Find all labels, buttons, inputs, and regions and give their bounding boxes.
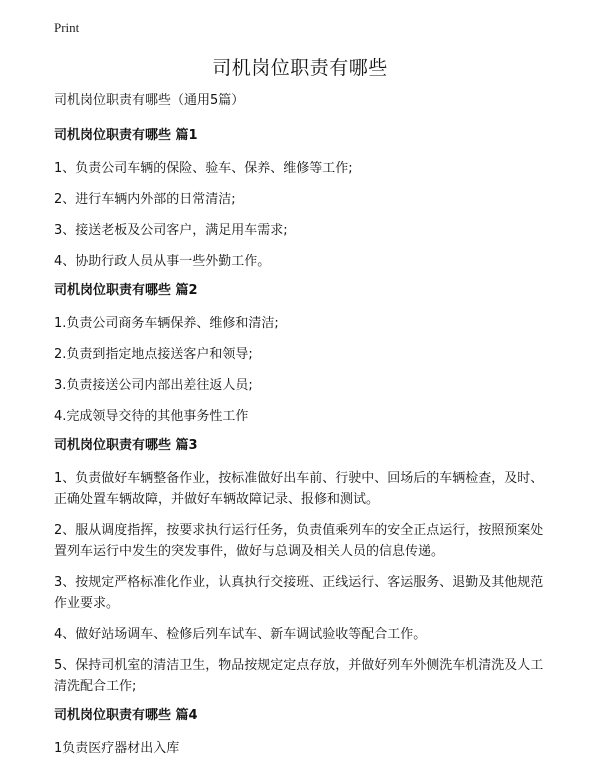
print-link[interactable]: Print: [54, 20, 80, 35]
section-heading: 司机岗位职责有哪些 篇4: [54, 708, 198, 723]
list-item: 3、按规定严格标准化作业，认真执行交接班、正线运行、客运服务、退勤及其他规范作业要求。: [54, 575, 544, 611]
list-item: 1负责医疗器材出入库: [54, 741, 180, 756]
intro-paragraph: 司机岗位职责有哪些（通用5篇）: [54, 93, 245, 108]
list-item: 5、保持司机室的清洁卫生，物品按规定定点存放，并做好列车外侧洗车机清洗及人工清洗配合工作;: [54, 658, 544, 694]
list-item: 4.完成领导交待的其他事务性工作: [54, 409, 249, 424]
list-item: 3.负责接送公司内部出差往返人员;: [54, 378, 253, 393]
section-heading: 司机岗位职责有哪些 篇2: [54, 283, 198, 298]
list-item: 4、做好站场调车、检修后列车试车、新车调试验收等配合工作。: [54, 627, 427, 642]
section-4: [54, 707, 554, 759]
list-item: 2.负责到指定地点接送客户和领导;: [54, 347, 253, 362]
list-item: 1、负责做好车辆整备作业，按标准做好出车前、行驶中、回场后的车辆检查，及时、正确处置车辆故障，并做好车辆故障记录、报修和测试。: [54, 471, 544, 507]
list-item: 1、负责公司车辆的保险、验车、保养、维修等工作;: [54, 161, 353, 176]
list-item: 1.负责公司商务车辆保养、维修和清洁;: [54, 316, 279, 331]
page-title: 司机岗位职责有哪些: [212, 57, 388, 79]
list-item: 2、进行车辆内外部的日常清洁;: [54, 192, 236, 207]
list-item: 4、协助行政人员从事一些外勤工作。: [54, 254, 271, 269]
document-body: [54, 92, 554, 769]
sections-container: [54, 127, 554, 759]
section-heading: 司机岗位职责有哪些 篇1: [54, 128, 198, 143]
section-2: [54, 282, 554, 427]
list-item: 3、接送老板及公司客户，满足用车需求;: [54, 223, 288, 238]
section-3: [54, 437, 554, 697]
section-heading: 司机岗位职责有哪些 篇3: [54, 438, 198, 453]
list-item: 2、服从调度指挥，按要求执行运行任务，负责值乘列车的安全正点运行，按照预案处置列车运行中发生的突发事件，做好与总调及相关人员的信息传递。: [54, 523, 544, 559]
section-1: [54, 127, 554, 272]
